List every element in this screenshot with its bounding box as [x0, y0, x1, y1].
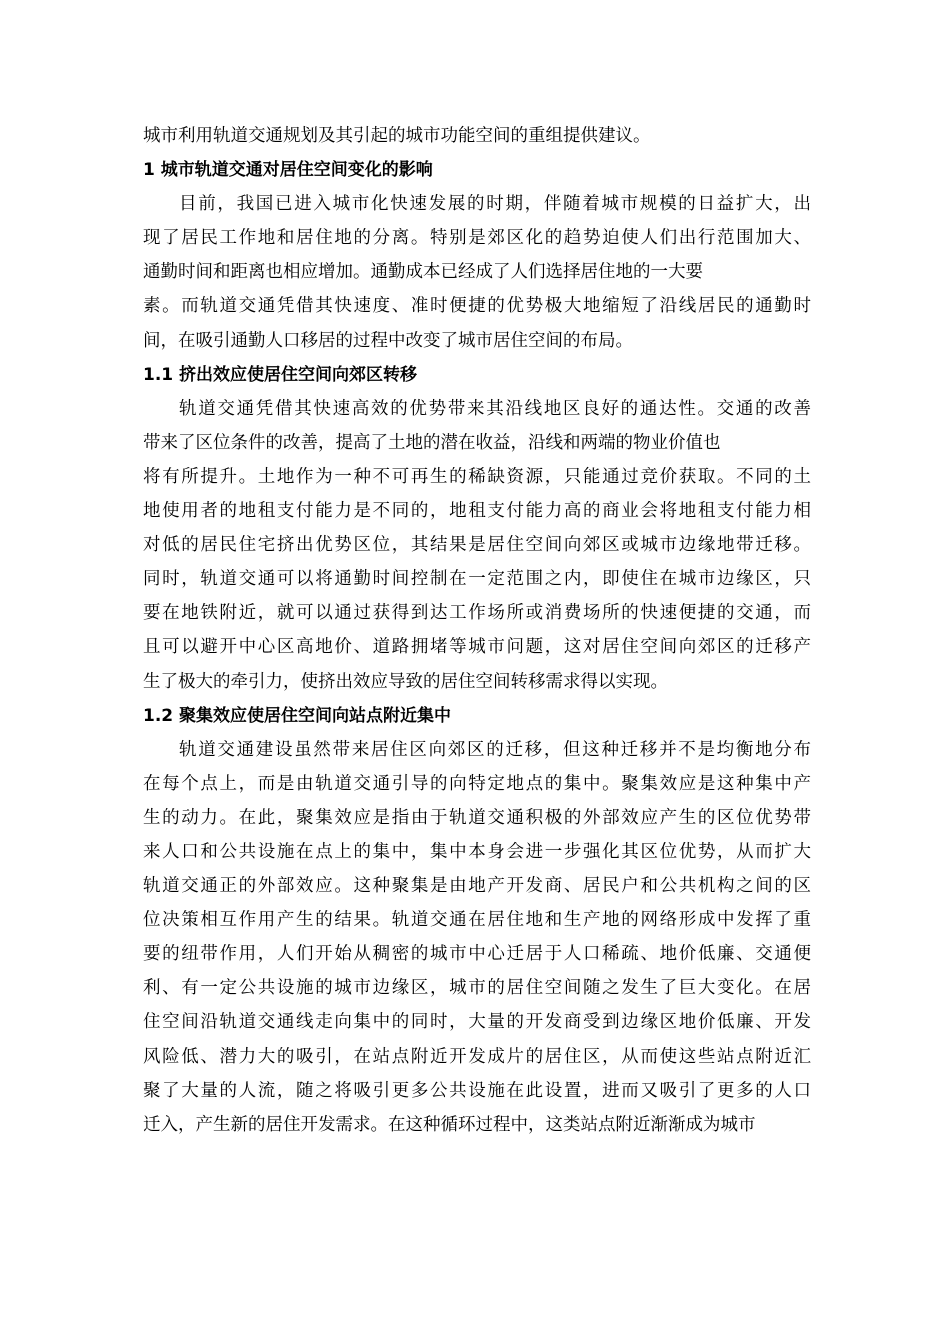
- paragraph-line: 风险低、潜力大的吸引，在站点附近开发成片的居住区，从而使这些站点附近汇: [143, 1046, 813, 1067]
- section-heading: 1 城市轨道交通对居住空间变化的影响: [143, 160, 433, 181]
- paragraph-line: 且可以避开中心区高地价、道路拥堵等城市问题，这对居住空间向郊区的迁移产: [143, 637, 813, 658]
- paragraph-line: 位决策相互作用产生的结果。轨道交通在居住地和生产地的网络形成中发挥了重: [143, 910, 813, 931]
- paragraph-line: 来人口和公共设施在点上的集中，集中本身会进一步强化其区位优势，从而扩大: [143, 841, 813, 862]
- paragraph-line: 轨道交通凭借其快速高效的优势带来其沿线地区良好的通达性。交通的改善: [179, 398, 813, 419]
- paragraph-line: 通勤时间和距离也相应增加。通勤成本已经成了人们选择居住地的一大要: [143, 262, 703, 283]
- paragraph-line: 利、有一定公共设施的城市边缘区，城市的居住空间随之发生了巨大变化。在居: [143, 978, 813, 999]
- paragraph-line: 聚了大量的人流，随之将吸引更多公共设施在此设置，进而又吸引了更多的人口: [143, 1080, 813, 1101]
- paragraph-line: 在每个点上，而是由轨道交通引导的向特定地点的集中。聚集效应是这种集中产: [143, 773, 813, 794]
- paragraph-line: 住空间沿轨道交通线走向集中的同时，大量的开发商受到边缘区地价低廉、开发: [143, 1012, 813, 1033]
- paragraph-line: 素。而轨道交通凭借其快速度、准时便捷的优势极大地缩短了沿线居民的通勤时: [143, 296, 813, 317]
- paragraph-line: 要在地铁附近，就可以通过获得到达工作场所或消费场所的快速便捷的交通，而: [143, 603, 813, 624]
- paragraph-line: 生的动力。在此，聚集效应是指由于轨道交通积极的外部效应产生的区位优势带: [143, 807, 813, 828]
- paragraph-line: 将有所提升。土地作为一种不可再生的稀缺资源，只能通过竞价获取。不同的土: [143, 466, 813, 487]
- paragraph-line: 轨道交通正的外部效应。这种聚集是由地产开发商、居民户和公共机构之间的区: [143, 876, 813, 897]
- paragraph-line: 间，在吸引通勤人口移居的过程中改变了城市居住空间的布局。: [143, 330, 633, 351]
- paragraph-line: 同时，轨道交通可以将通勤时间控制在一定范围之内，即使住在城市边缘区，只: [143, 569, 813, 590]
- paragraph-line: 对低的居民住宅挤出优势区位，其结果是居住空间向郊区或城市边缘地带迁移。: [143, 535, 813, 556]
- paragraph-line: 现了居民工作地和居住地的分离。特别是郊区化的趋势迫使人们出行范围加大、: [143, 228, 813, 249]
- section-heading: 1.2 聚集效应使居住空间向站点附近集中: [143, 705, 452, 726]
- paragraph-line: 带来了区位条件的改善，提高了土地的潜在收益，沿线和两端的物业价值也: [143, 432, 721, 453]
- section-heading: 1.1 挤出效应使居住空间向郊区转移: [143, 364, 418, 385]
- paragraph-line: 要的纽带作用，人们开始从稠密的城市中心迁居于人口稀疏、地价低廉、交通便: [143, 944, 813, 965]
- paragraph-line: 迁入，产生新的居住开发需求。在这种循环过程中，这类站点附近渐渐成为城市: [143, 1114, 756, 1135]
- paragraph-line: 地使用者的地租支付能力是不同的，地租支付能力高的商业会将地租支付能力相: [143, 501, 813, 522]
- document-body: [143, 119, 811, 1142]
- paragraph-line: 轨道交通建设虽然带来居住区向郊区的迁移，但这种迁移并不是均衡地分布: [179, 739, 813, 760]
- paragraph-line: 城市利用轨道交通规划及其引起的城市功能空间的重组提供建议。: [143, 126, 651, 146]
- paragraph-line: 生了极大的牵引力，使挤出效应导致的居住空间转移需求得以实现。: [143, 671, 668, 692]
- paragraph-line: 目前，我国已进入城市化快速发展的时期，伴随着城市规模的日益扩大，出: [179, 194, 813, 215]
